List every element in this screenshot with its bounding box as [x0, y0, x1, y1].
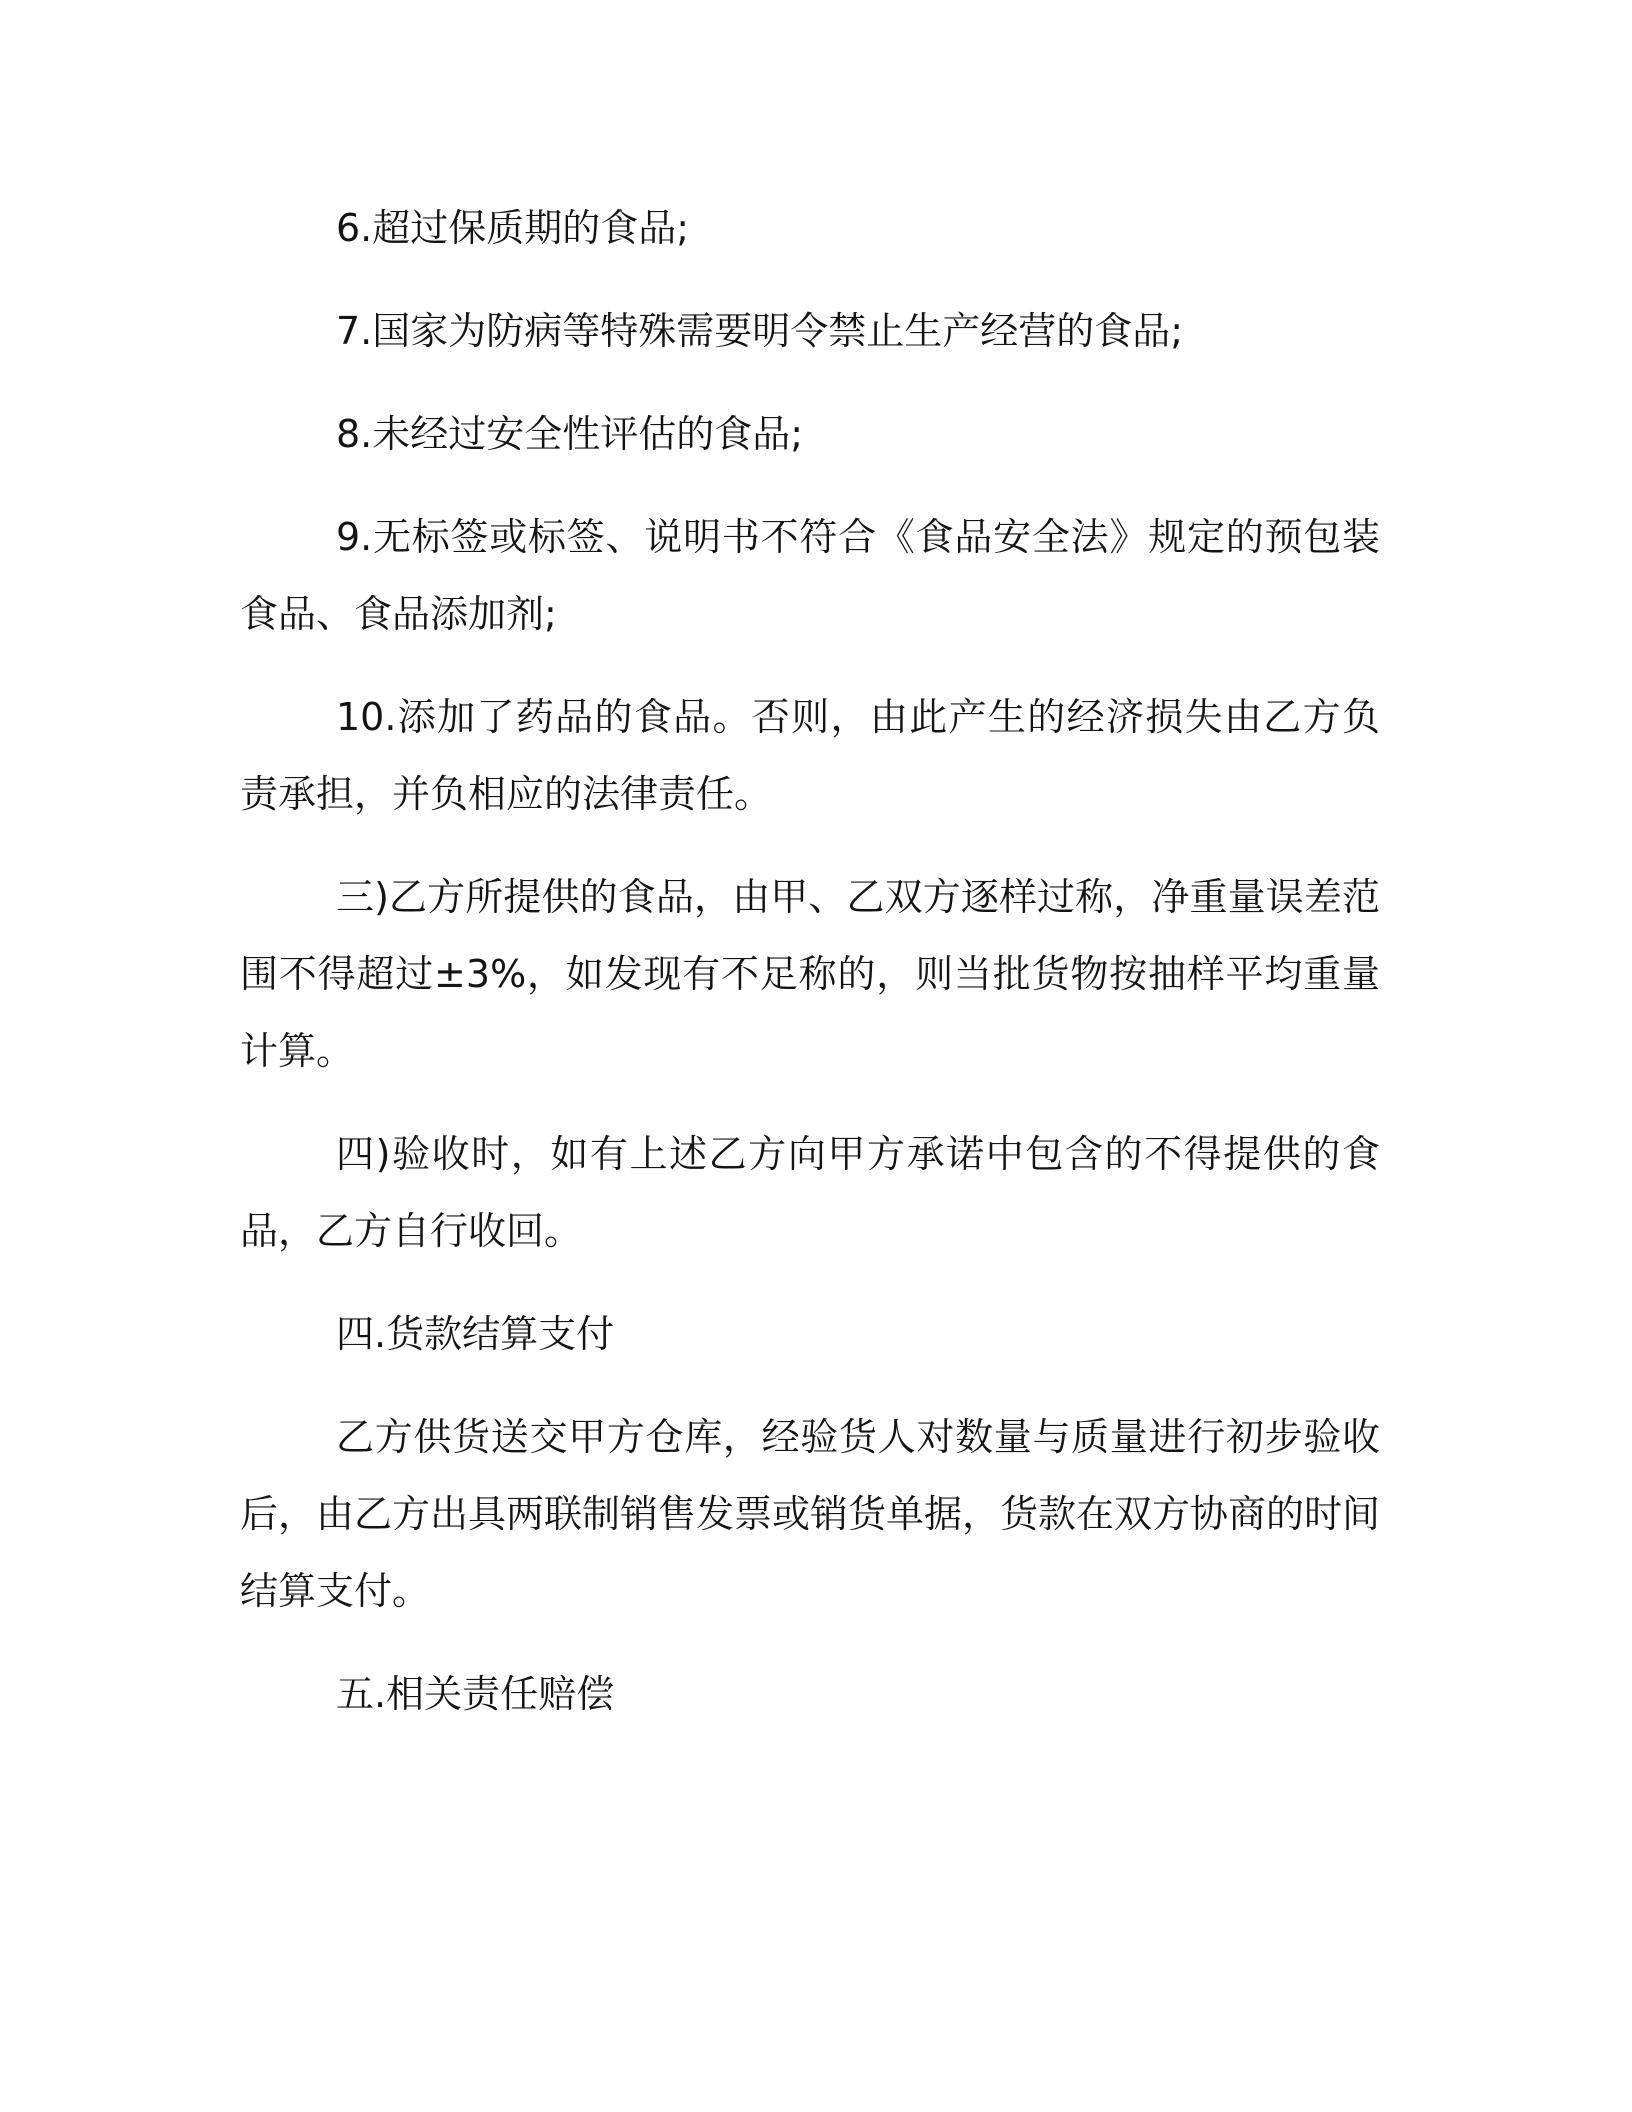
section-heading-liability: 五.相关责任赔偿 [336, 1672, 615, 1716]
section-heading-payment: 四.货款结算支付 [336, 1312, 615, 1356]
paragraph-item-8: 8.未经过安全性评估的食品; [336, 412, 804, 456]
paragraph-item-9: 9.无标签或标签、说明书不符合《食品安全法》规定的预包装食品、食品添加剂; [240, 515, 1380, 636]
paragraph-item-6: 6.超过保质期的食品; [336, 206, 690, 250]
paragraph-clause-4: 四)验收时，如有上述乙方向甲方承诺中包含的不得提供的食品，乙方自行收回。 [240, 1132, 1380, 1253]
paragraph-item-10: 10.添加了药品的食品。否则，由此产生的经济损失由乙方负责承担，并负相应的法律责任。 [240, 695, 1380, 816]
document-body [240, 190, 1380, 1759]
paragraph-payment-terms: 乙方供货送交甲方仓库，经验货人对数量与质量进行初步验收后，由乙方出具两联制销售发票或销货单据，货款在双方协商的时间结算支付。 [240, 1415, 1381, 1613]
paragraph-clause-3: 三)乙方所提供的食品，由甲、乙双方逐样过称，净重量误差范围不得超过±3%，如发现有不足称的，则当批货物按抽样平均重量计算。 [240, 875, 1380, 1073]
paragraph-item-7: 7.国家为防病等特殊需要明令禁止生产经营的食品; [336, 309, 1184, 353]
